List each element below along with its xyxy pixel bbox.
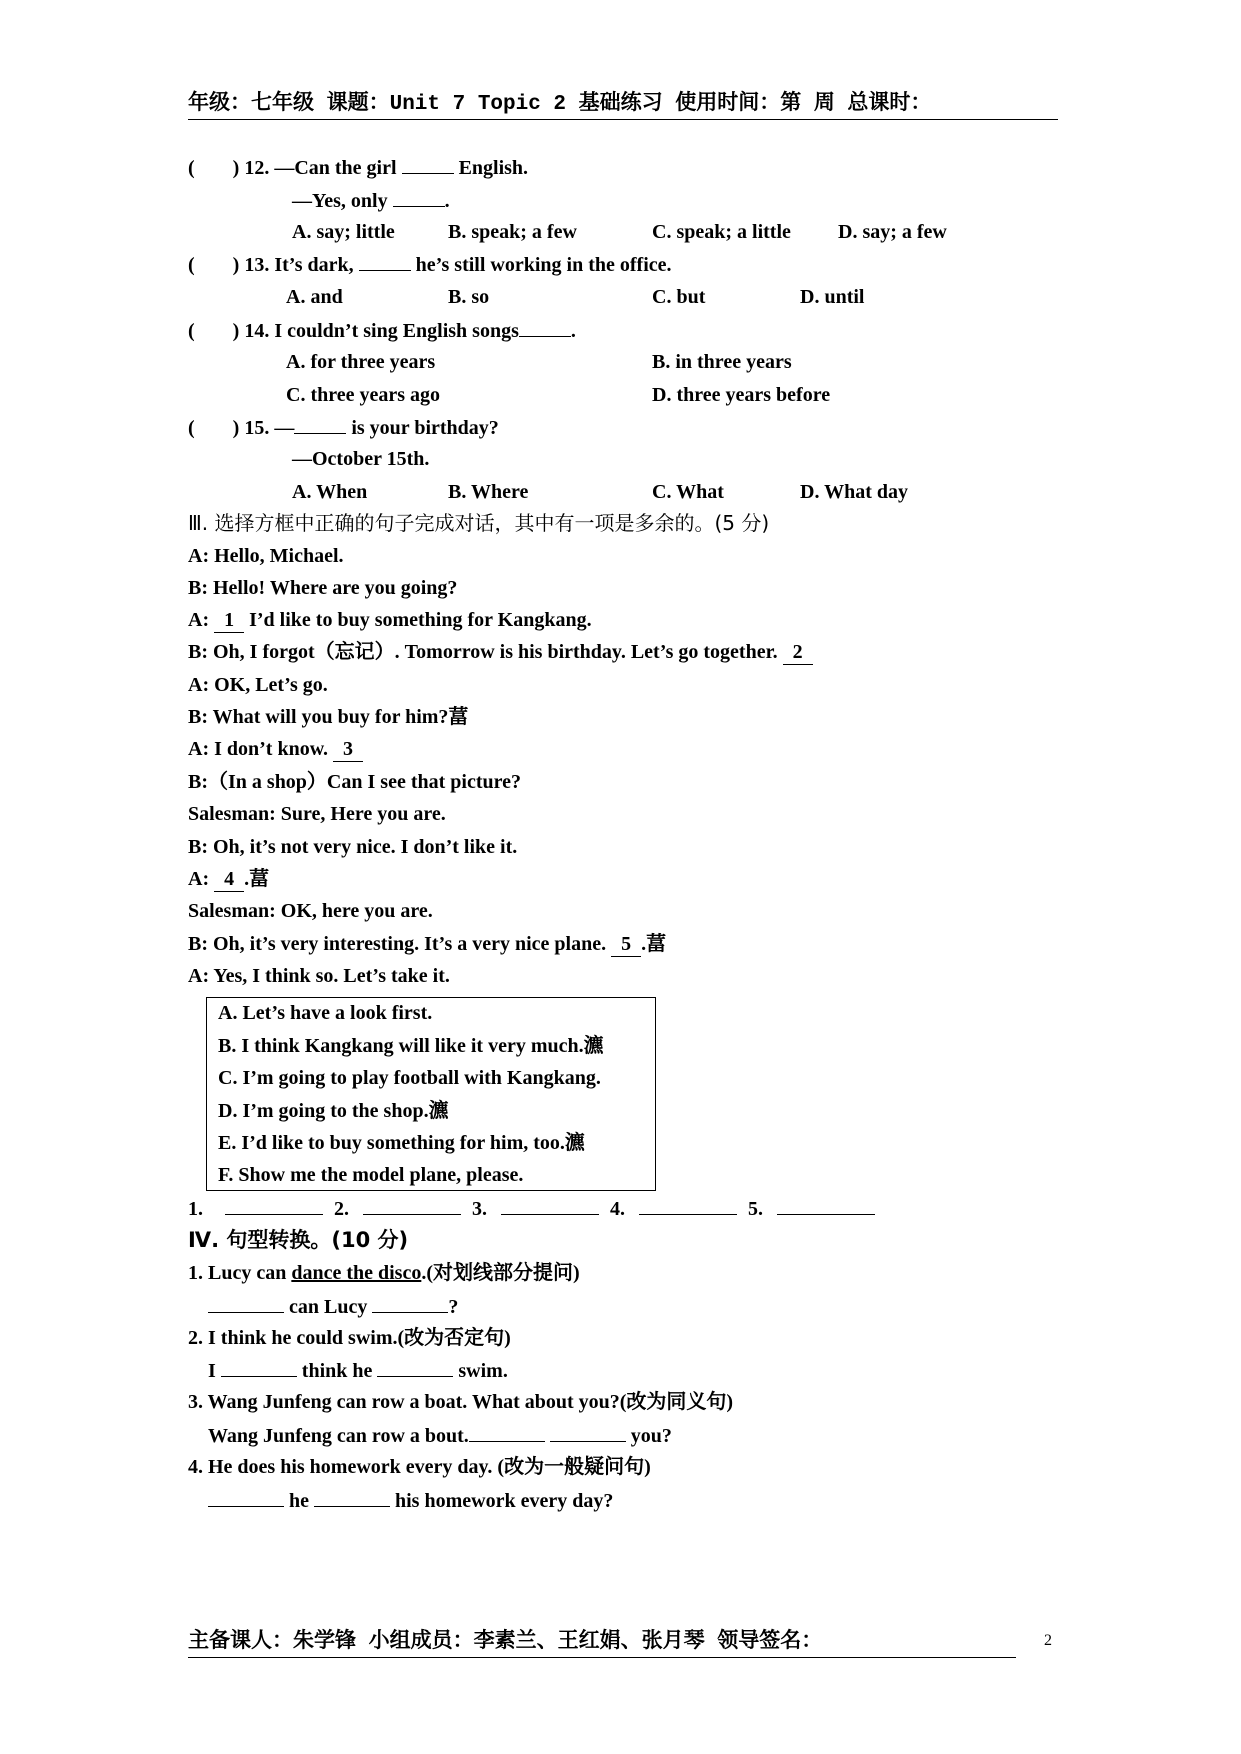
rewrite-item-3: 3. Wang Junfeng can row a boat. What about you?(改为同义句) [188, 1391, 734, 1413]
question-14: ( ) 14. I couldn’t sing English songs . [188, 320, 576, 342]
box-option: E. I’d like to buy something for him, too.瀌 [218, 1132, 585, 1154]
option: D. say; a few [838, 221, 947, 243]
dialog-line: A: Yes, I think so. Let’s take it. [188, 965, 450, 987]
dialog-line: A: 1 I’d like to buy something for Kangkang. [188, 609, 592, 631]
answer-blank[interactable] [363, 1196, 461, 1215]
dialog-line: B: Oh, it’s not very nice. I don’t like it. [188, 836, 518, 858]
answer-blank[interactable] [777, 1196, 875, 1215]
option: A. say; little [292, 221, 395, 243]
box-option: B. I think Kangkang will like it very much.瀌 [218, 1035, 604, 1057]
answer-blank[interactable] [550, 1423, 626, 1442]
dialog-line: Salesman: Sure, Here you are. [188, 803, 446, 825]
dialog-blank-1[interactable]: 1 [214, 608, 244, 633]
question-15: ( ) 15. — is your birthday? [188, 417, 499, 439]
box-option: C. I’m going to play football with Kangkang. [218, 1067, 601, 1089]
answer-blank[interactable] [519, 318, 571, 337]
option: B. in three years [652, 351, 792, 373]
question-13: ( ) 13. It’s dark, he’s still working in the office. [188, 254, 672, 276]
box-option: A. Let’s have a look first. [218, 1002, 433, 1024]
option: B. so [448, 286, 490, 308]
dialog-line: B: What will you buy for him?葍 [188, 706, 469, 728]
answer-blank[interactable] [402, 155, 454, 174]
answer-blank[interactable] [208, 1488, 284, 1507]
answer-blank[interactable] [377, 1358, 453, 1377]
option: D. until [800, 286, 865, 308]
dialog-line: A: Hello, Michael. [188, 545, 344, 567]
page-header: 年级：七年级 课题：Unit 7 Topic 2 基础练习 使用时间：第 周 总课时： [188, 92, 1058, 120]
dialog-line: Salesman: OK, here you are. [188, 900, 433, 922]
box-option: D. I’m going to the shop.瀌 [218, 1100, 449, 1122]
dialog-line: A: 4 .葍 [188, 868, 270, 890]
sentence-options-box [206, 997, 656, 1191]
option: A. and [286, 286, 343, 308]
rewrite-answer-1: can Lucy ? [208, 1294, 458, 1319]
option: A. for three years [286, 351, 436, 373]
dialog-blank-3[interactable]: 3 [333, 737, 363, 762]
section-4-title: Ⅳ. 句型转换。(10 分) [188, 1228, 409, 1252]
answer-blank[interactable] [372, 1294, 448, 1313]
box-option: F. Show me the model plane, please. [218, 1164, 524, 1186]
dialog-line: B: Hello! Where are you going? [188, 577, 458, 599]
answer-blank[interactable] [393, 188, 445, 207]
page-footer: 主备课人：朱学锋 小组成员：李素兰、王红娟、张月琴 领导签名： [188, 1630, 1016, 1658]
dialog-line: B:（In a shop）Can I see that picture? [188, 771, 521, 793]
rewrite-answer-4: he his homework every day? [208, 1488, 613, 1513]
dialog-blank-4[interactable]: 4 [214, 867, 244, 892]
answer-blank[interactable] [469, 1423, 545, 1442]
answer-blank[interactable] [225, 1196, 323, 1215]
question-15-reply: —October 15th. [292, 448, 430, 470]
section-3-title: Ⅲ. 选择方框中正确的句子完成对话，其中有一项是多余的。(5 分) [188, 511, 770, 535]
answer-blank[interactable] [501, 1196, 599, 1215]
option: C. but [652, 286, 706, 308]
page-number: 2 [1044, 1632, 1052, 1649]
answer-blank[interactable] [359, 252, 411, 271]
option: B. Where [448, 481, 529, 503]
dialog-line: B: Oh, I forgot（忘记）. Tomorrow is his birthday. Let’s go together. 2 [188, 640, 813, 665]
answer-blank[interactable] [314, 1488, 390, 1507]
question-12: ( ) 12. —Can the girl English. [188, 157, 529, 179]
dialog-blank-5[interactable]: 5 [611, 932, 641, 957]
dialog-line: A: OK, Let’s go. [188, 674, 328, 696]
option: C. What [652, 481, 724, 503]
answer-blank[interactable] [208, 1294, 284, 1313]
answer-blank[interactable] [639, 1196, 737, 1215]
option: D. What day [800, 481, 908, 503]
option: B. speak; a few [448, 221, 577, 243]
rewrite-item-1: 1. Lucy can dance the disco.(对划线部分提问) [188, 1262, 580, 1284]
rewrite-answer-3: Wang Junfeng can row a bout. you? [208, 1425, 672, 1447]
answer-blank[interactable] [221, 1358, 297, 1377]
dialog-line: A: I don’t know. 3 [188, 737, 363, 762]
answer-blank[interactable] [294, 415, 346, 434]
option: C. speak; a little [652, 221, 791, 243]
option: A. When [292, 481, 368, 503]
question-12-reply: —Yes, only . [292, 190, 450, 212]
rewrite-item-4: 4. He does his homework every day. (改为一般疑问句) [188, 1456, 651, 1478]
rewrite-answer-2: I think he swim. [208, 1360, 508, 1382]
underlined-phrase: dance the disco [291, 1262, 422, 1284]
dialog-line: B: Oh, it’s very interesting. It’s a very nice plane. 5 .葍 [188, 933, 667, 955]
answer-row: 1. 2. 3. 4. 5. [188, 1196, 875, 1221]
dialog-blank-2[interactable]: 2 [783, 640, 813, 665]
option: C. three years ago [286, 384, 441, 406]
option: D. three years before [652, 384, 831, 406]
rewrite-item-2: 2. I think he could swim.(改为否定句) [188, 1327, 511, 1349]
